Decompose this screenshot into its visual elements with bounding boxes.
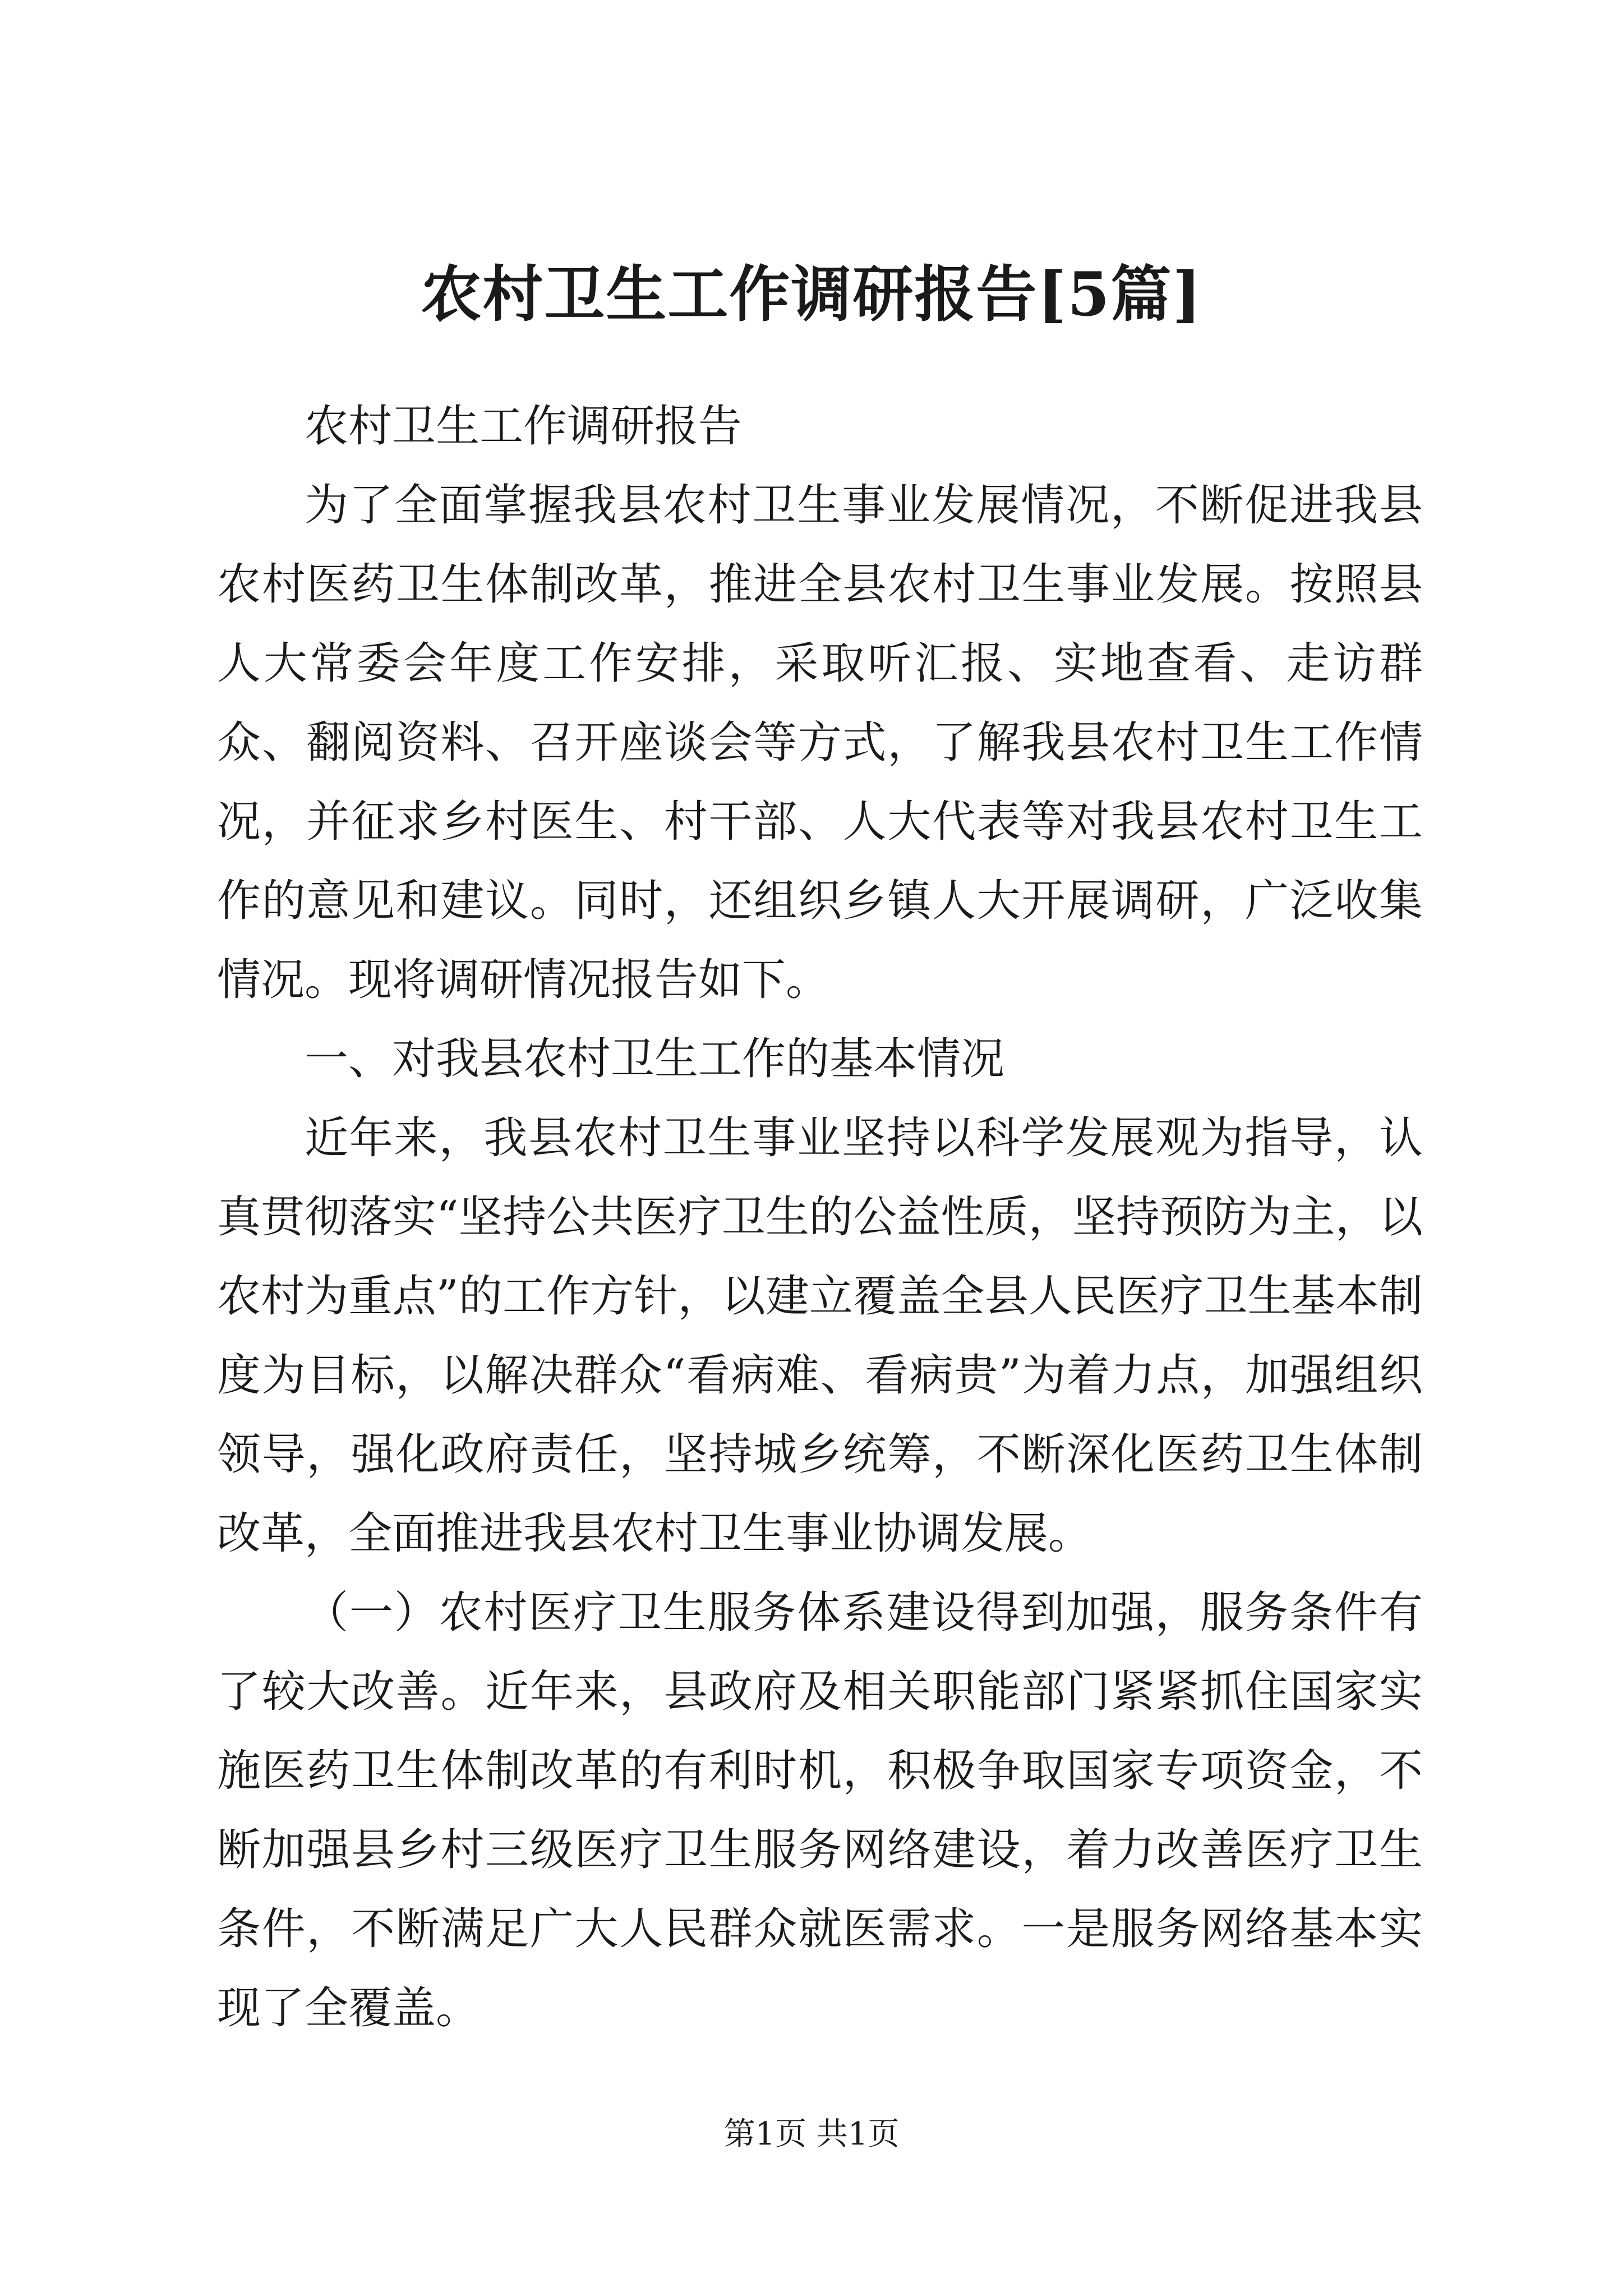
- intro-paragraph: 为了全面掌握我县农村卫生事业发展情况，不断促进我县农村医药卫生体制改革，推进全县农村卫生事业发展。按照县人大常委会年度工作安排，采取听汇报、实地查看、走访群众、翻阅资料、召开座谈会等方式，了解我县农村卫生工作情况，并征求乡村医生、村干部、人大代表等对我县农村卫生工作的意见和建议。同时，还组织乡镇人大开展调研，广泛收集情况。现将调研情况报告如下。: [217, 480, 1423, 1005]
- document-body: [217, 387, 1423, 2048]
- subtitle-paragraph: 农村卫生工作调研报告: [305, 401, 743, 452]
- page-footer: 第1页 共1页: [723, 2116, 900, 2152]
- section-heading: 一、对我县农村卫生工作的基本情况: [305, 1034, 1005, 1084]
- section-paragraph: 近年来，我县农村卫生事业坚持以科学发展观为指导，认真贯彻落实“坚持公共医疗卫生的公益性质，坚持预防为主，以农村为重点”的工作方针，以建立覆盖全县人民医疗卫生基本制度为目标，以解决群众“看病难、看病贵”为着力点，加强组织领导，强化政府责任，坚持城乡统筹，不断深化医药卫生体制改革，全面推进我县农村卫生事业协调发展。: [217, 1113, 1423, 1559]
- subsection-paragraph: （一）农村医疗卫生服务体系建设得到加强，服务条件有了较大改善。近年来，县政府及相关职能部门紧紧抓住国家实施医药卫生体制改革的有利时机，积极争取国家专项资金，不断加强县乡村三级医疗卫生服务网络建设，着力改善医疗卫生条件，不断满足广大人民群众就医需求。一是服务网络基本实现了全覆盖。: [217, 1588, 1423, 2033]
- document-title: 农村卫生工作调研报告[5篇]: [421, 259, 1202, 330]
